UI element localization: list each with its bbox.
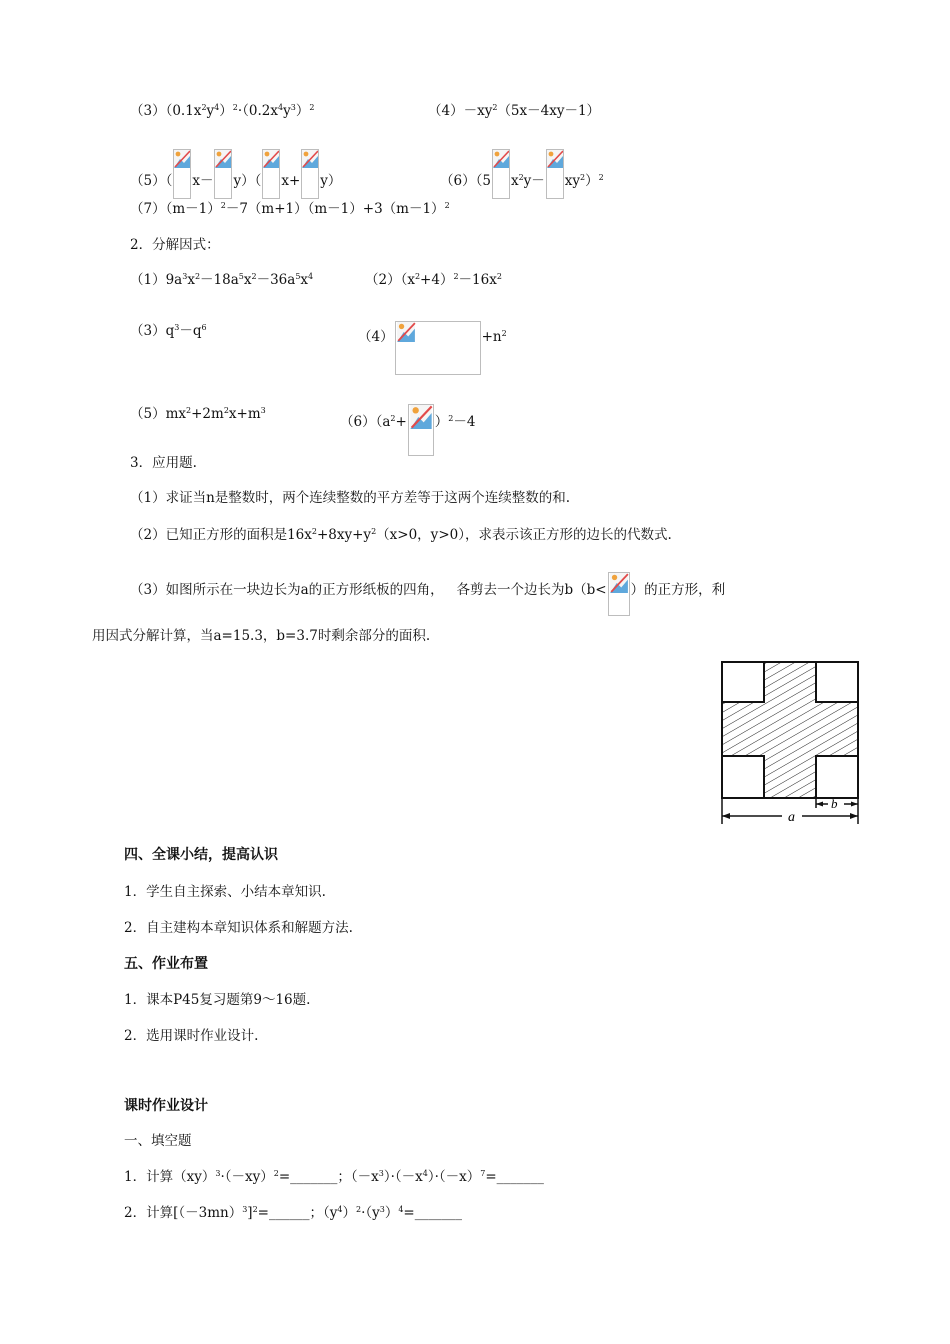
- factor-1: $(1)9a^3x^2-18a^5x^2-36a^5x^4$: [130, 272, 314, 288]
- problem-3: $(3)(0.1x^2y^4)^2\cdot(0.2x^4y^3)^2$: [130, 103, 315, 119]
- label-a: a: [788, 810, 795, 825]
- problem-7: $(7)(m-1)^2-7(m+1)(m-1)+3(m-1)^2$: [130, 201, 450, 217]
- factor-4: （4） $+n^2$: [358, 321, 507, 375]
- design-sub: 一、填空题: [124, 1133, 192, 1149]
- summary-item-2: 2．自主建构本章知识体系和解题方法.: [124, 920, 353, 936]
- homework-heading: 五、作业布置: [124, 956, 208, 972]
- broken-image-icon: [408, 404, 434, 456]
- label-b: b: [831, 796, 838, 811]
- broken-image-icon: [262, 149, 280, 199]
- app-q1: （1）求证当n是整数时，两个连续整数的平方差等于这两个连续整数的和.: [130, 490, 571, 506]
- design-q1: 1．计算$(xy)^3\cdot(-xy)^2=\_\_\_\_\_\_\_$；$(-x^3)\cdot(-x^4)\cdot(-x)^7=\_\_\_\_\_\_\_$: [124, 1169, 544, 1185]
- problem-4: $(4)-xy^2(5x-4xy-1)$: [428, 103, 601, 119]
- problem-5: （5）（ x－ y）（ x+ y）: [130, 149, 341, 199]
- corner-square: [816, 756, 858, 798]
- factor-5: $(5)mx^2+2m^2x+m^3$: [130, 406, 266, 422]
- app-q2: （2）已知正方形的面积是$16x^2+8xy+y^2(x>0$，y>0），求表示该正方形的边长的代数式.: [130, 527, 672, 543]
- problem-6: （6）（5 $x^2y-$ $xy^2)^2$: [440, 149, 604, 199]
- section-2-title: 2．分解因式：: [130, 237, 220, 253]
- broken-image-icon: [608, 572, 630, 616]
- broken-image-icon: [214, 149, 232, 199]
- corner-square: [722, 756, 764, 798]
- app-q3-line1: （3）如图所示在一块边长为a的正方形纸板的四角， 各剪去一个边长为b（b< ）的正方形，利: [130, 572, 725, 616]
- design-heading: 课时作业设计: [124, 1098, 208, 1114]
- broken-image-icon: [395, 321, 481, 375]
- broken-image-icon: [301, 149, 319, 199]
- square-cutout-figure: [718, 658, 863, 828]
- design-q2: 2．计算$[(-3mn)^3]^2=\_\_\_\_\_\_$；$(y^4)^2\cdot(y^3)^4=\_\_\_\_\_\_\_$: [124, 1205, 462, 1221]
- broken-image-icon: [173, 149, 191, 199]
- summary-heading: 四、全课小结，提高认识: [124, 847, 278, 863]
- factor-3: $(3)q^3-q^6$: [130, 323, 207, 339]
- section-3-title: 3．应用题.: [130, 455, 197, 471]
- broken-image-icon: [492, 149, 510, 199]
- homework-item-1: 1．课本P45复习题第9～16题.: [124, 992, 311, 1008]
- broken-image-icon: [546, 149, 564, 199]
- app-q3-line2: 用因式分解计算，当a=15.3，b=3.7时剩余部分的面积.: [92, 628, 431, 644]
- factor-2: $(2)(x^2+4)^2-16x^2$: [365, 272, 502, 288]
- corner-square: [722, 662, 764, 702]
- summary-item-1: 1．学生自主探索、小结本章知识.: [124, 884, 326, 900]
- homework-item-2: 2．选用课时作业设计.: [124, 1028, 259, 1044]
- corner-square: [816, 662, 858, 702]
- factor-6: $(6)(a^2+$ ）$^2$－4: [340, 404, 475, 456]
